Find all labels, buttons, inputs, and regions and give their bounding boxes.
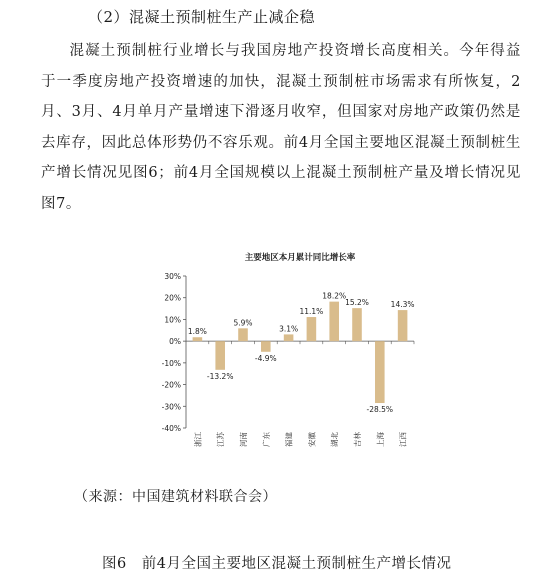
data-label: 14.3% xyxy=(390,300,415,310)
bar xyxy=(398,310,408,341)
y-tick-label: 30% xyxy=(164,272,181,281)
y-tick-label: -30% xyxy=(161,402,181,412)
bar xyxy=(193,337,203,341)
bar xyxy=(215,341,225,370)
y-tick-label: 10% xyxy=(164,315,181,325)
body-paragraph-text: 混凝土预制桩行业增长与我国房地产投资增长高度相关。今年得益于一季度房地产投资增速的加快，混凝土预制桩市场需求有所恢复，2月、3月、4月单月产量增速下滑逐月收窄，但国家对房地产政策仍然是去库存，因此总体形势仍不容乐观。前4月全国主要地区混凝土预制桩生产增长情况见图6；前4月全国规模以上混凝土预制桩产量及增长情况见图7。 xyxy=(41,43,521,212)
y-tick-label: 20% xyxy=(164,293,181,303)
bar xyxy=(375,341,385,403)
data-label: 5.9% xyxy=(233,318,253,328)
data-label: 15.2% xyxy=(345,298,369,308)
bar xyxy=(238,328,248,341)
data-label: -4.9% xyxy=(254,353,277,363)
y-tick-label: -10% xyxy=(161,358,181,368)
bar xyxy=(284,334,294,341)
chart-svg xyxy=(150,248,420,463)
data-label: 3.1% xyxy=(279,324,299,334)
data-label: 11.1% xyxy=(299,307,324,317)
y-tick-label: 0% xyxy=(169,337,181,347)
growth-chart xyxy=(150,248,420,463)
data-label: 18.2% xyxy=(322,291,347,301)
section-heading: （2）混凝土预制桩生产止减企稳 xyxy=(88,8,316,26)
bar xyxy=(307,317,317,341)
y-tick-label: -20% xyxy=(161,380,181,390)
category-label: 河南 xyxy=(239,432,248,447)
data-label: 1.8% xyxy=(187,327,207,337)
category-label: 江西 xyxy=(398,432,408,447)
category-label: 吉林 xyxy=(353,432,362,447)
body-paragraph xyxy=(41,36,521,219)
category-label: 江苏 xyxy=(216,432,226,447)
category-label: 上海 xyxy=(375,432,385,447)
category-label: 福建 xyxy=(284,432,294,447)
category-label: 湖北 xyxy=(330,432,340,447)
category-label: 浙江 xyxy=(193,432,203,447)
category-label: 安徽 xyxy=(307,432,317,447)
bar xyxy=(352,308,362,341)
chart-title: 主要地区本月累计同比增长率 xyxy=(244,253,356,263)
y-tick-label: -40% xyxy=(161,424,181,433)
source-note: （来源：中国建筑材料联合会） xyxy=(74,489,277,505)
data-label: -28.5% xyxy=(366,405,394,415)
category-label: 广东 xyxy=(261,432,271,447)
data-label: -13.2% xyxy=(206,371,234,381)
bar xyxy=(329,302,339,342)
figure-caption: 图6 前4月全国主要地区混凝土预制桩生产增长情况 xyxy=(102,556,452,572)
bar xyxy=(261,341,271,352)
